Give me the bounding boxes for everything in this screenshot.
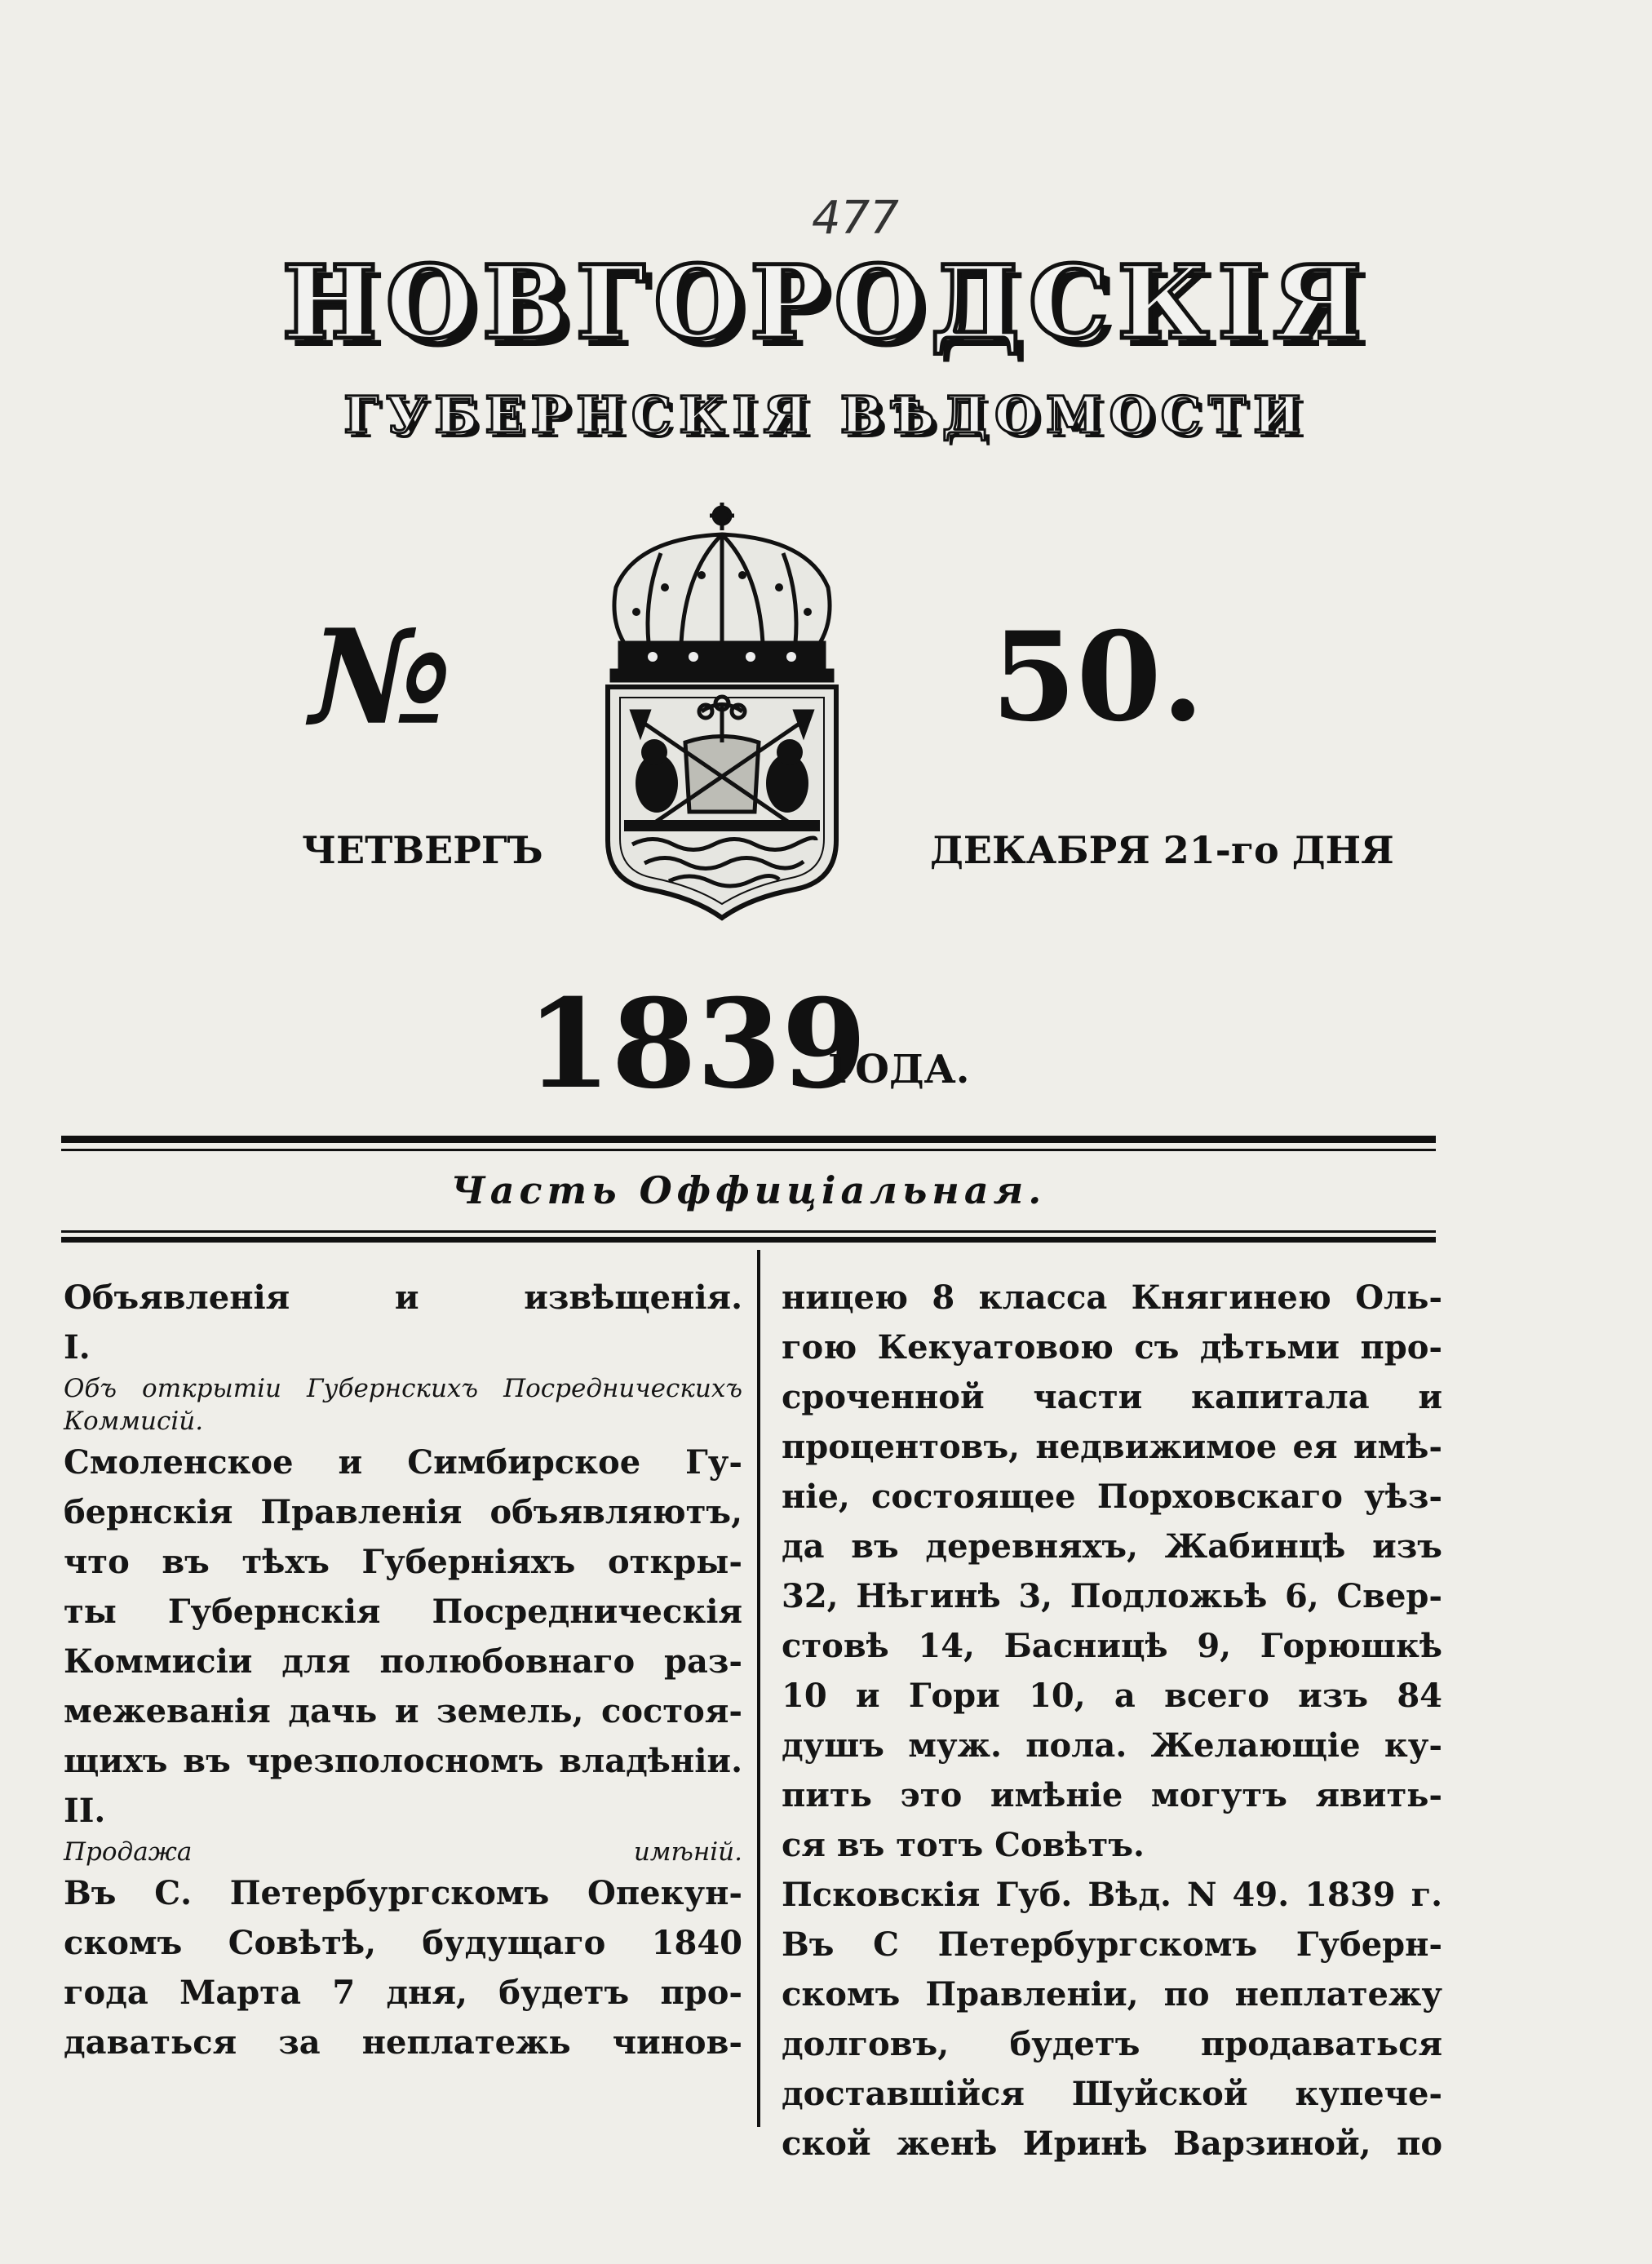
item-2-rubric: Продажа имѣній. — [64, 1837, 742, 1867]
announcements-heading: Объявленія и извѣщенія. — [64, 1278, 742, 1317]
text-line: душъ муж. пола. Желающіе ку- — [782, 1726, 1442, 1765]
text-line: скомъ Правленіи, по неплатежу — [782, 1975, 1442, 2014]
text-line: скомъ Совѣтѣ, будущаго 1840 — [64, 1924, 742, 1962]
top-rule — [61, 1136, 1436, 1143]
text-line: ницею 8 класса Княгинею Оль- — [782, 1278, 1442, 1317]
weekday: ЧЕТВЕРГЪ — [302, 828, 543, 872]
text-line: Смоленское и Симбирское Гу- — [64, 1443, 742, 1482]
text-line: даваться за неплатежь чинов- — [64, 2023, 742, 2062]
text-line: 10 и Гори 10, а всего изъ 84 — [782, 1677, 1442, 1715]
issue-number-sign: № — [310, 600, 452, 754]
issue-number: 50. — [991, 605, 1204, 749]
left-column — [64, 1273, 742, 2067]
issue-year: 1839 — [526, 973, 867, 1116]
text-line: стовѣ 14, Басницѣ 9, Горюшкѣ — [782, 1627, 1442, 1665]
newspaper-subtitle: ГУБЕРНСКІЯ ВѢДОМОСТИ — [343, 385, 1309, 445]
bottom-rule — [61, 1237, 1436, 1243]
text-line: гою Кекуатовою съ дѣтьми про- — [782, 1328, 1442, 1367]
text-line: доставшійся Шуйской купече- — [782, 2075, 1442, 2113]
text-line: 32, Нѣгинѣ 3, Подложьѣ 6, Свер- — [782, 1577, 1442, 1615]
right-column — [782, 1273, 1442, 2169]
text-line: да въ деревняхъ, Жабинцѣ изъ — [782, 1527, 1442, 1566]
issue-date: ДЕКАБРЯ 21-го ДНЯ — [930, 828, 1394, 872]
text-line: Въ С Петербургскомъ Губерн- — [782, 1925, 1442, 1964]
text-line: что въ тѣхъ Губерніяхъ откры- — [64, 1543, 742, 1581]
coat-of-arms-icon — [587, 498, 857, 922]
page-number: 477 — [812, 192, 899, 245]
section-title: Часть Оффиціальная. — [450, 1168, 1047, 1212]
source-reference: Псковскія Губ. Вѣд. N 49. 1839 г. — [782, 1876, 1442, 1914]
newspaper-title: НОВГОРОДСКІЯ — [281, 244, 1371, 362]
text-line: пить это имѣніе могутъ явить- — [782, 1776, 1442, 1814]
item-1-rubric: Объ открытіи Губернскихъ Посредническихъ Коммисій. — [64, 1374, 742, 1436]
text-line: бернскія Правленія объявляютъ, — [64, 1493, 742, 1531]
text-line: ся въ тотъ Совѣтъ. — [782, 1826, 1145, 1864]
top-rule-thin — [61, 1149, 1436, 1151]
column-divider — [757, 1250, 760, 2127]
bottom-rule-thin — [61, 1230, 1436, 1233]
text-line: Коммисіи для полюбовнаго раз- — [64, 1642, 742, 1681]
text-line: года Марта 7 дня, будетъ про- — [64, 1974, 742, 2012]
year-word: ГОДА. — [828, 1047, 970, 1092]
text-line: долговъ, будетъ продаваться — [782, 2025, 1442, 2063]
text-line: сроченной части капитала и — [782, 1378, 1442, 1416]
text-line: межеванія дачь и земель, состоя- — [64, 1692, 742, 1730]
text-line: ты Губернскія Посредническія — [64, 1593, 742, 1631]
text-line: ніе, состоящее Порховскаго уѣз- — [782, 1478, 1442, 1516]
item-1-number: I. — [64, 1328, 91, 1367]
text-line: Въ С. Петербургскомъ Опекун- — [64, 1874, 742, 1912]
text-line: ской женѣ Иринѣ Варзиной, по — [782, 2124, 1442, 2163]
text-line: процентовъ, недвижимое ея имѣ- — [782, 1428, 1442, 1466]
item-2-number: II. — [64, 1792, 106, 1830]
text-line: щихъ въ чрезполосномъ владѣніи. — [64, 1742, 742, 1780]
